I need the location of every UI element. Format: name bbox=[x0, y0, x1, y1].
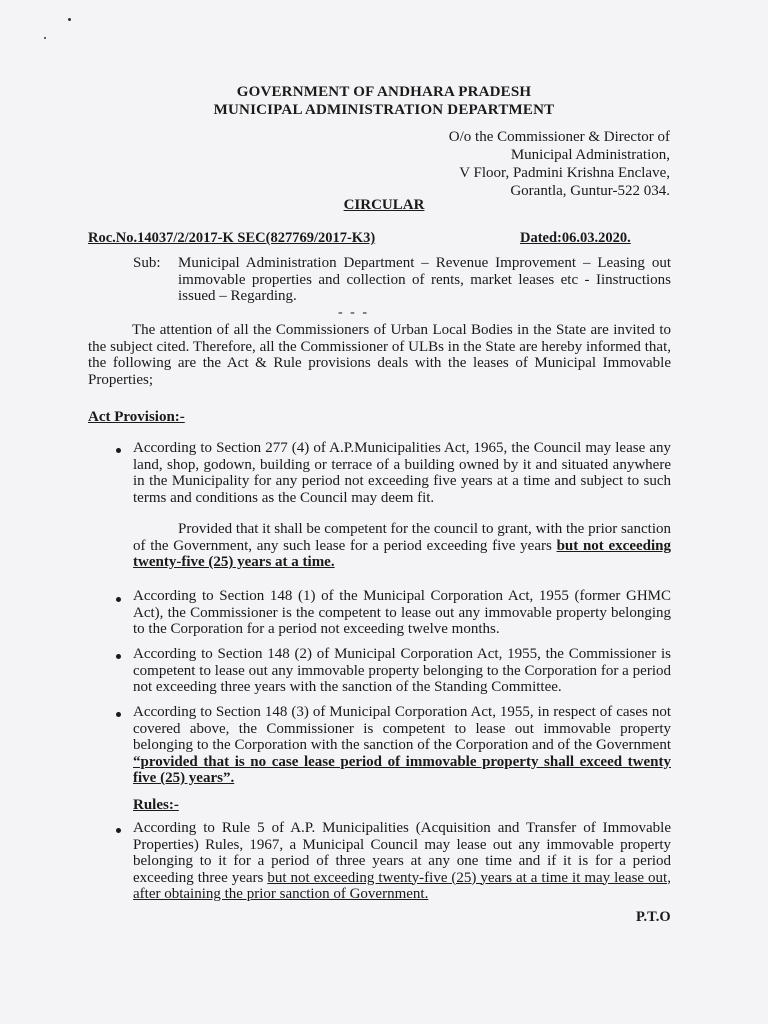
subject-text: Municipal Administration Department – Revenue Improvement – Leasing out immovable properties and collection of rents, market leases etc - Iinstructions issued – Regarding. bbox=[178, 255, 671, 304]
roc-number: Roc.No.14037/2/2017-K SEC(827769/2017-K3) bbox=[88, 230, 376, 246]
act-provision-heading: Act Provision:- bbox=[88, 409, 185, 425]
header-line-1: GOVERNMENT OF ANDHARA PRADESH bbox=[236, 84, 532, 100]
pto-footer: P.T.O bbox=[636, 909, 671, 925]
proviso-text: Provided that it shall be competent for the council to grant, with the prior sanction of the Government, any such lease for a period exceeding five years bbox=[133, 521, 671, 554]
subject-label: Sub: bbox=[133, 255, 161, 271]
separator: - - - bbox=[338, 305, 369, 320]
address-line: V Floor, Padmini Krishna Enclave, bbox=[459, 165, 670, 181]
act-item-2: According to Section 148 (1) of the Municipal Corporation Act, 1955 (former GHMC Act), the Commissioner is the competent to lease out any immovable property belonging to the Corporation for a period not exceeding twelve months. bbox=[133, 588, 671, 637]
circular-title: CIRCULAR bbox=[343, 197, 425, 213]
address-line: O/o the Commissioner & Director of bbox=[448, 129, 670, 145]
bullet bbox=[116, 597, 121, 602]
rule-item-text: According to Rule 5 of A.P. Municipalities (Acquisition and Transfer of Immovable Properties) Rules, 1967, a Municipal Council may lease out any immovable property belonging to it for a period of three years at any one time and if it is for a period exceeding three years bbox=[133, 820, 671, 886]
bullet bbox=[116, 712, 121, 717]
address-line: Gorantla, Guntur-522 034. bbox=[510, 183, 670, 199]
office-address bbox=[370, 128, 670, 200]
rules-heading: Rules:- bbox=[133, 797, 179, 813]
act-item-1: According to Section 277 (4) of A.P.Municipalities Act, 1965, the Council may lease any land, shop, godown, building or terrace of a building owned by it and situated anywhere in the Municipality for any period not exceeding five years at a time and subject to such terms and conditions as the Council may deem fit. bbox=[133, 440, 671, 506]
dated: Dated:06.03.2020. bbox=[520, 230, 631, 246]
act-item-3: According to Section 148 (2) of Municipal Corporation Act, 1955, the Commissioner is competent to lease out any immovable property belonging to the Corporation for a period not exceeding three years with the sanction of the Standing Committee. bbox=[133, 646, 671, 695]
proviso-paragraph bbox=[133, 521, 671, 571]
act-item-4-emphasis: “provided that is no case lease period of immovable property shall exceed twenty five (25) years”. bbox=[133, 753, 671, 786]
act-item-4-text: According to Section 148 (3) of Municipal Corporation Act, 1955, in respect of cases not covered above, the Commissioner is competent to lease out immovable property belonging to the Corporation with the sanction of the Corporation and of the Government bbox=[133, 704, 671, 753]
header-line-2: MUNICIPAL ADMINISTRATION DEPARTMENT bbox=[213, 102, 555, 118]
scan-speck bbox=[44, 37, 46, 39]
intro-paragraph: The attention of all the Commissioners of Urban Local Bodies in the State are invited to the subject cited. Therefore, all the Commissioner of ULBs in the State are hereby informed that, the following are the Act & Rule provisions deals with the leases of Municipal Immovable Properties; bbox=[88, 322, 671, 388]
rule-item-1 bbox=[133, 820, 671, 903]
scan-speck bbox=[68, 18, 71, 21]
bullet bbox=[116, 448, 121, 453]
bullet bbox=[116, 828, 121, 833]
act-item-4 bbox=[133, 704, 671, 787]
bullet bbox=[116, 654, 121, 659]
rule-item-underlined: but not exceeding twenty-five (25) years at a time it may lease out, after obtaining the prior sanction of Government. bbox=[133, 869, 671, 902]
address-line: Municipal Administration, bbox=[510, 147, 670, 163]
proviso-emphasis: but not exceeding twenty-five (25) years at a time. bbox=[133, 537, 672, 570]
